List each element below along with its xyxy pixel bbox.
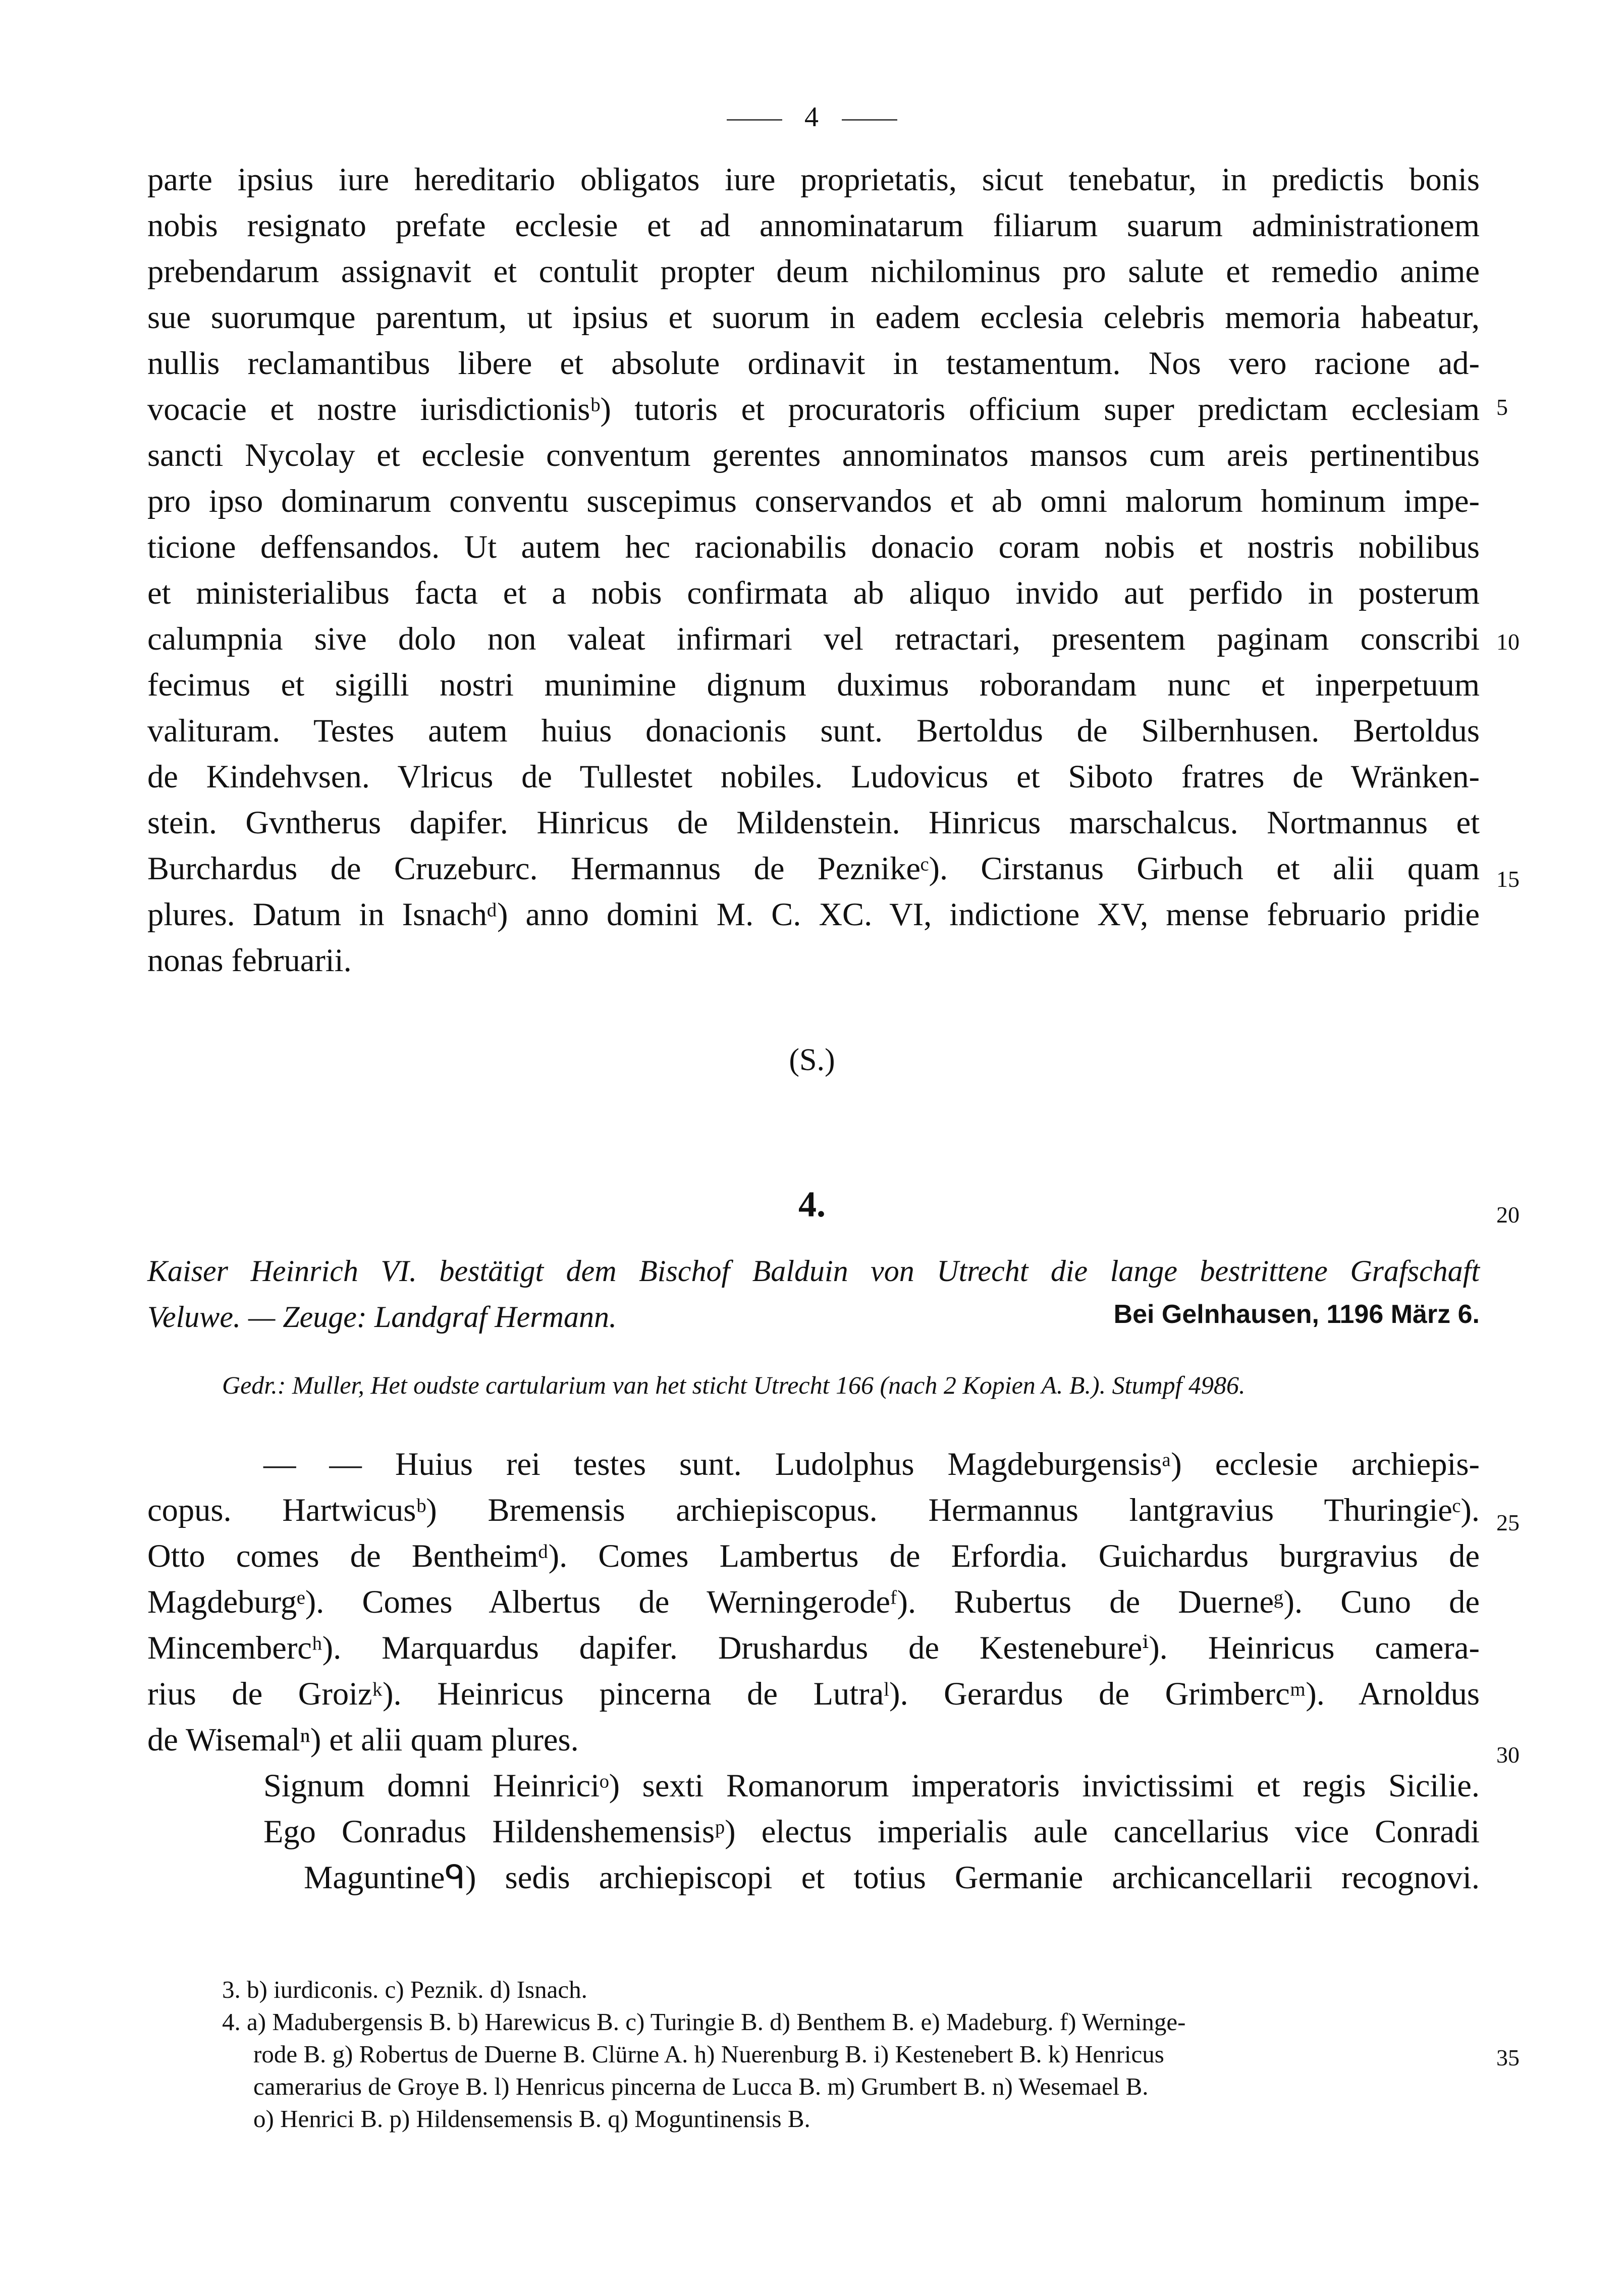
edition-reference: Gedr.: Muller, Het oudste cartularium van het sticht Utrecht 166 (nach 2 Kopien A. B.). Stumpf 4986.: [222, 1371, 1246, 1399]
text-line: Otto comes de Bentheimᵈ). Comes Lambertus de Erfordia. Guichardus burgravius de: [147, 1538, 1480, 1574]
text-line: de Kindehvsen. Vlricus de Tullestet nobiles. Ludovicus et Siboto fratres de Wränken-: [147, 759, 1480, 794]
date-place-line: Bei Gelnhausen, 1196 März 6.: [1113, 1300, 1480, 1329]
text-line: fecimus et sigilli nostri munimine dignum duximus roborandam nunc et inperpetuum: [147, 667, 1480, 703]
text-line: sancti Nycolay et ecclesie conventum gerentes annominatos mansos cum areis pertinentibus: [147, 437, 1480, 473]
text-line: ticione deffensandos. Ut autem hec racionabilis donacio coram nobis et nostris nobilibus: [147, 529, 1480, 565]
footnote-line: rode B. g) Robertus de Duerne B. Clürne A. h) Nuerenburg B. i) Kestenebert B. k) Henricus: [253, 2040, 1164, 2068]
line-number: 35: [1496, 2045, 1520, 2070]
charter-text-continued: [147, 156, 1480, 983]
text-line: nullis reclamantibus libere et absolute ordinavit in testamentum. Nos vero racione ad-: [147, 345, 1480, 381]
line-number: 10: [1496, 629, 1520, 655]
page-header: [0, 101, 1624, 133]
text-line: vocacie et nostre iurisdictionisᵇ) tutoris et procuratoris officium super predictam ecclesiam: [147, 391, 1480, 427]
text-line: copus. Hartwicusᵇ) Bremensis archiepiscopus. Hermannus lantgravius Thuringieᶜ).: [147, 1492, 1480, 1528]
recognition-line: Maguntineᑫ) sedis archiepiscopi et totius Germanie archicancellarii recognovi.: [304, 1859, 1480, 1895]
text-line: nonas februarii.: [147, 942, 352, 978]
text-line: Burchardus de Cruzeburc. Hermannus de Peznikeᶜ). Cirstanus Girbuch et alii quam: [147, 851, 1480, 886]
text-line: et ministerialibus facta et a nobis confirmata ab aliquo invido aut perfido in posterum: [147, 575, 1480, 611]
text-line: valituram. Testes autem huius donacionis sunt. Bertoldus de Silbernhusen. Bertoldus: [147, 713, 1480, 749]
footnote-line: 3. b) iurdiconis. c) Peznik. d) Isnach.: [222, 1976, 587, 2003]
line-number: 30: [1496, 1742, 1520, 1768]
text-line: sue suorumque parentum, ut ipsius et suorum in eadem ecclesia celebris memoria habeatur,: [147, 299, 1480, 335]
footnotes: [222, 1974, 1484, 2135]
header-rule-left: [727, 119, 782, 121]
seal-mark: (S.): [789, 1043, 835, 1077]
text-line: nobis resignato prefate ecclesie et ad annominatarum filiarum suarum administrationem: [147, 207, 1480, 243]
regest-summary: [147, 1249, 1480, 1341]
document-number: 4.: [798, 1184, 826, 1225]
text-line: pro ipso dominarum conventu suscepimus conservandos et ab omni malorum hominum impe-: [147, 483, 1480, 519]
line-number: 20: [1496, 1202, 1520, 1228]
footnote-line: camerarius de Groye B. l) Henricus pincerna de Lucca B. m) Grumbert B. n) Wesemael B.: [253, 2073, 1149, 2100]
text-line: parte ipsius iure hereditario obligatos iure proprietatis, sicut tenebatur, in predictis bonis: [147, 162, 1480, 197]
recognition-line: Ego Conradus Hildenshemensisᵖ) electus imperialis aule cancellarius vice Conradi: [263, 1814, 1480, 1849]
text-line: rius de Groizᵏ). Heinricus pincerna de Lutraˡ). Gerardus de Grimbercᵐ). Arnoldus: [147, 1676, 1480, 1712]
text-line: de Wisemalⁿ) et alii quam plures.: [147, 1722, 579, 1758]
text-line: stein. Gvntherus dapifer. Hinricus de Mildenstein. Hinricus marschalcus. Nortmannus et: [147, 805, 1480, 840]
footnote-line: 4. a) Madubergensis B. b) Harewicus B. c) Turingie B. d) Benthem B. e) Madeburg. f) Werninge-: [222, 2008, 1186, 2036]
header-rule-right: [842, 119, 897, 121]
text-line: calumpnia sive dolo non valeat infirmari vel retractari, presentem paginam conscribi: [147, 621, 1480, 657]
text-line: Mincembercʰ). Marquardus dapifer. Drushardus de Kestenebureⁱ). Heinricus camera-: [147, 1630, 1480, 1666]
text-line: plures. Datum in Isnachᵈ) anno domini M. C. XC. VI, indictione XV, mense februario pridie: [147, 896, 1480, 932]
regest-line: Kaiser Heinrich VI. bestätigt dem Bischof Balduin von Utrecht die lange bestrittene Grafschaft: [147, 1254, 1480, 1288]
line-number: 25: [1496, 1510, 1520, 1535]
charter-witness-list: [147, 1441, 1480, 1900]
page-number: 4: [804, 101, 820, 133]
footnote-line: o) Henrici B. p) Hildensemensis B. q) Moguntinensis B.: [253, 2105, 810, 2133]
text-line: prebendarum assignavit et contulit propter deum nichilominus pro salute et remedio anime: [147, 253, 1480, 289]
line-number: 5: [1496, 394, 1508, 420]
text-line: Magdeburgᵉ). Comes Albertus de Werningerodeᶠ). Rubertus de Duerneᵍ). Cuno de: [147, 1584, 1480, 1620]
line-number: 15: [1496, 866, 1520, 892]
signum-line: Signum domni Heinriciᵒ) sexti Romanorum imperatoris invictissimi et regis Sicilie.: [263, 1768, 1480, 1803]
regest-line: Veluwe. — Zeuge: Landgraf Hermann.: [147, 1300, 617, 1334]
text-line: — — Huius rei testes sunt. Ludolphus Magdeburgensisᵃ) ecclesie archiepis-: [263, 1446, 1480, 1482]
